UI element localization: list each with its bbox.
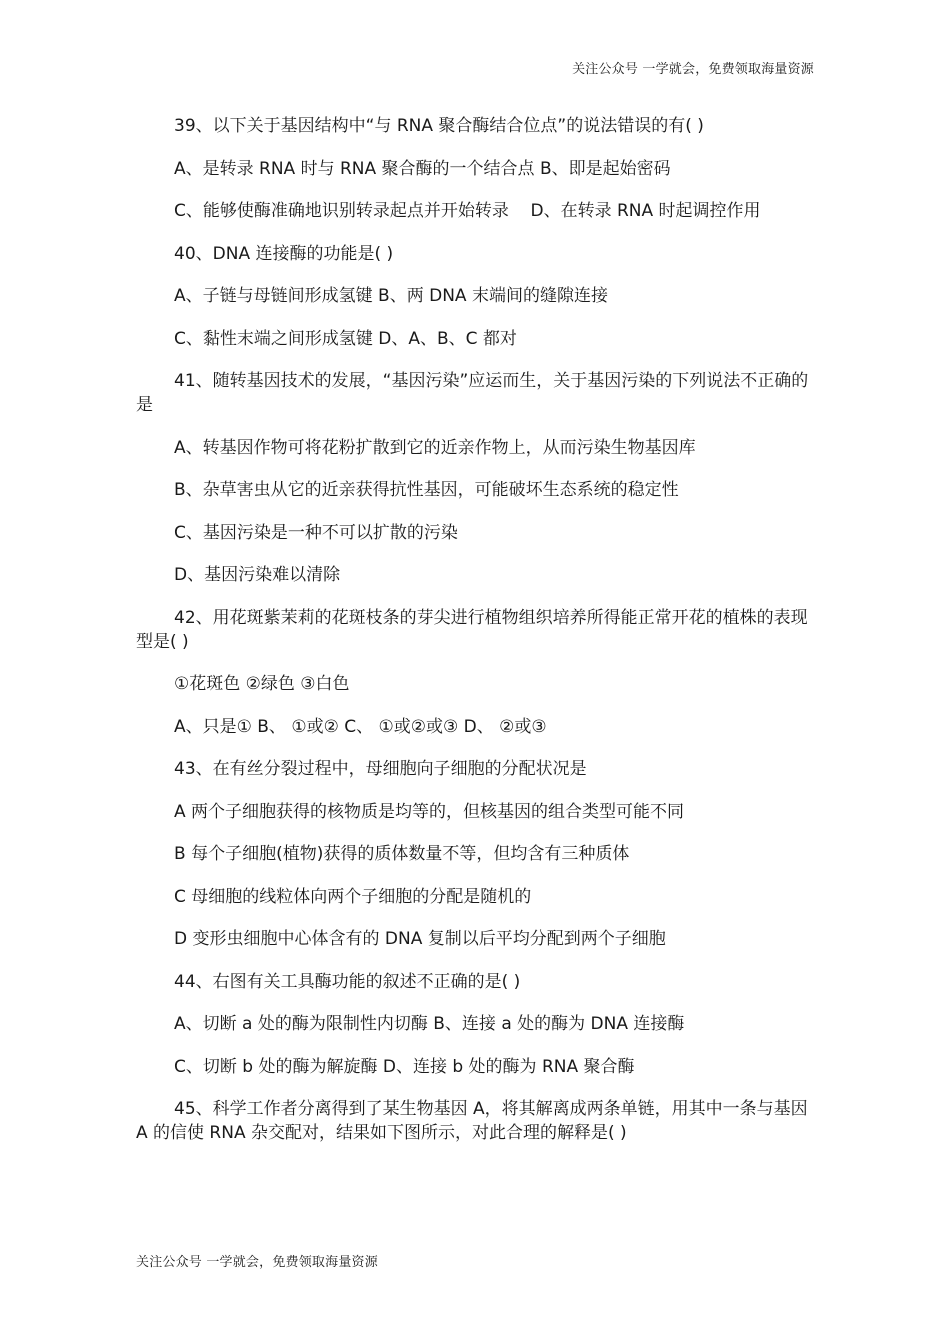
question-39-options-ab: A、是转录 RNA 时与 RNA 聚合酶的一个结合点 B、即是起始密码 [174, 158, 671, 179]
question-40-options-ab: A、子链与母链间形成氢键 B、两 DNA 末端间的缝隙连接 [174, 286, 608, 306]
question-43: 43、在有丝分裂过程中，母细胞向子细胞的分配状况是 [174, 759, 587, 779]
question-41-option-b: B、杂草害虫从它的近亲获得抗性基因，可能破坏生态系统的稳定性 [174, 480, 679, 500]
question-44-options-ab: A、切断 a 处的酶为限制性内切酶 B、连接 a 处的酶为 DNA 连接酶 [174, 1014, 685, 1034]
question-45: 45、科学工作者分离得到了某生物基因 A，将其解离成两条单链，用其中一条与基因 A 的信使 RNA 杂交配对，结果如下图所示，对此合理的解释是( ) [136, 1099, 814, 1143]
question-43-option-a: A 两个子细胞获得的核物质是均等的，但核基因的组合类型可能不同 [174, 801, 685, 822]
page-footer: 关注公众号 一学就会，免费领取海量资源 [136, 1255, 378, 1270]
question-41-option-a: A、转基因作物可将花粉扩散到它的近亲作物上，从而污染生物基因库 [174, 437, 696, 458]
page-header: 关注公众号 一学就会，免费领取海量资源 [572, 62, 814, 77]
question-41: 41、随转基因技术的发展，“基因污染”应运而生，关于基因污染的下列说法不正确的是 [136, 371, 809, 415]
question-40: 40、DNA 连接酶的功能是( ) [174, 243, 394, 264]
question-41-option-d: D、基因污染难以清除 [174, 565, 341, 585]
question-43-option-d: D 变形虫细胞中心体含有的 DNA 复制以后平均分配到两个子细胞 [174, 929, 666, 949]
question-43-option-b: B 每个子细胞(植物)获得的质体数量不等，但均含有三种质体 [174, 844, 630, 864]
question-40-options-cd: C、黏性末端之间形成氢键 D、A、B、C 都对 [174, 328, 517, 349]
question-42-items: ①花斑色 ②绿色 ③白色 [174, 674, 350, 694]
question-43-option-c: C 母细胞的线粒体向两个子细胞的分配是随机的 [174, 886, 532, 907]
question-44-options-cd: C、切断 b 处的酶为解旋酶 D、连接 b 处的酶为 RNA 聚合酶 [174, 1056, 635, 1077]
question-42: 42、用花斑紫茉莉的花斑枝条的芽尖进行植物组织培养所得能正常开花的植株的表现型是( ) [136, 607, 808, 652]
question-44: 44、右图有关工具酶功能的叙述不正确的是( ) [174, 971, 521, 992]
document-body [136, 114, 816, 1164]
question-39-options-cd: C、能够使酶准确地识别转录起点并开始转录 D、在转录 RNA 时起调控作用 [174, 201, 761, 221]
question-39: 39、以下关于基因结构中“与 RNA 聚合酶结合位点”的说法错误的有( ) [174, 116, 704, 136]
question-41-option-c: C、基因污染是一种不可以扩散的污染 [174, 522, 458, 543]
question-42-options: A、只是① B、 ①或② C、 ①或②或③ D、 ②或③ [174, 716, 547, 737]
